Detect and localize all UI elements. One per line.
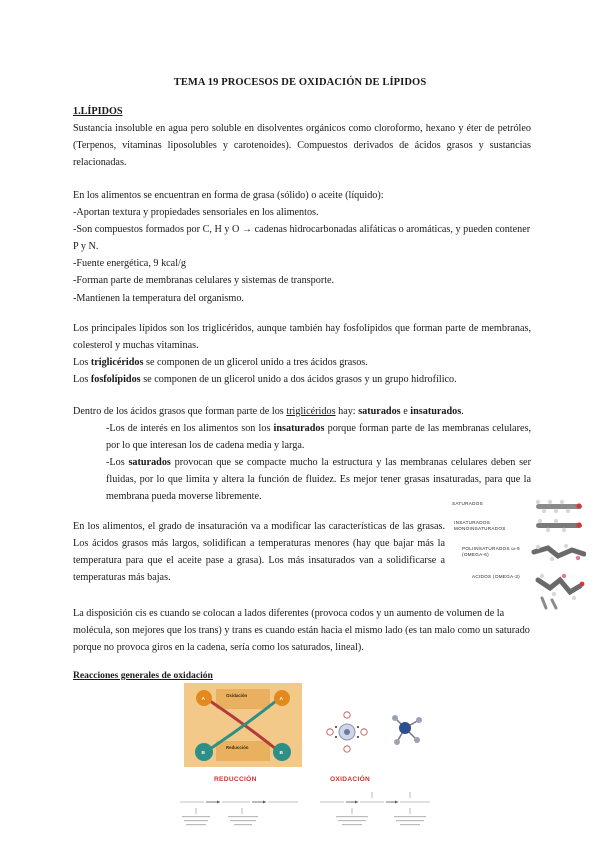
foods-item: -Aportan textura y propiedades sensoriales en los alimentos.	[73, 207, 319, 219]
text-run: se componen de un glicerol unido a tres ácidos grasos.	[143, 357, 368, 369]
phospholipids-term: fosfolípidos	[90, 374, 141, 386]
saturated-chain	[536, 500, 582, 513]
saturated-term: saturados	[358, 406, 401, 417]
monounsaturated-chain	[536, 519, 582, 532]
text-run: -Los de interés en los alimentos son los	[106, 423, 274, 435]
phospholipids-line	[73, 371, 531, 388]
reduction-title: REDUCCIÓN	[214, 776, 257, 783]
omega3-chain	[538, 574, 584, 600]
fatty-acids	[73, 403, 531, 506]
foods-item: -Son compuestos formados por C, H y O → cadenas hidrocarbonadas alifáticas o aromáticas, y pueden contener P y N.	[73, 224, 531, 253]
cis-trans-paragraph	[73, 605, 533, 656]
foods-lead: En los alimentos se encuentran en forma de grasa (sólido) o aceite (líquido):	[73, 190, 384, 201]
atom-b-label: B	[201, 751, 205, 756]
insaturation-text: En los alimentos, el grado de insaturación va a modificar las características de las grasas. Los ácidos grasos más largos, solidifican a temperaturas menores (hay que bajar más la temperatura para que el aceite pase a grasa). Los más insaturados van a solidificarse a temperaturas más bajas.	[73, 521, 445, 584]
atom-a-label: A	[279, 697, 283, 702]
oxidation-scheme-svg	[318, 774, 436, 834]
reduction-box	[216, 741, 270, 761]
label-omega3: ACIDOS (OMEGA-3)	[472, 574, 520, 579]
text-run: se componen de un glicerol unido a dos ácidos grasos y un grupo hidrofílico.	[140, 374, 457, 386]
foods-item: -Fuente energética, 9 kcal/g	[73, 258, 186, 270]
electron-molecule-figure	[322, 707, 372, 757]
reactions-heading-wrap	[73, 667, 531, 684]
insaturation-paragraph	[73, 518, 445, 586]
molecular-model-figure	[387, 710, 427, 750]
chain-tails	[542, 598, 556, 608]
molecular-model-svg	[387, 710, 427, 750]
triglycerides-link: triglicéridos	[286, 406, 336, 417]
text-run: -Los	[106, 457, 129, 469]
text-run: Los	[73, 357, 91, 369]
atom-a-label: A	[201, 697, 205, 702]
redox-diagram	[184, 683, 302, 767]
text-run: Dentro de los ácidos grasos que forman parte de los	[73, 406, 287, 417]
oxidation-scheme	[318, 774, 436, 834]
polyunsaturated-chain	[534, 544, 584, 561]
foods-item: -Forman parte de membranas celulares y sistemas de transporte.	[73, 275, 335, 287]
oxidation-title: OXIDACIÓN	[330, 776, 371, 783]
fatty-lead	[73, 403, 531, 420]
text-run: .	[461, 406, 464, 417]
redox-svg	[184, 683, 302, 767]
oxidation-label: Oxidación	[226, 693, 248, 698]
unsaturated-bullet	[73, 420, 531, 454]
triglycerides-term: triglicéridos	[90, 357, 144, 369]
unsaturated-term: insaturados	[273, 423, 325, 435]
triglycerides-line	[73, 354, 531, 371]
section-lipidos	[73, 103, 531, 171]
page-title: TEMA 19 PROCESOS DE OXIDACIÓN DE LÍPIDOS	[173, 77, 427, 88]
lipid-types	[73, 320, 531, 388]
reactions-heading: Reacciones generales de oxidación	[73, 670, 213, 681]
unsaturated-term: insaturados	[410, 406, 462, 417]
foods-list	[73, 187, 531, 307]
foods-item: -Mantienen la temperatura del organismo.	[73, 292, 244, 304]
label-polyunsaturated: POLIINSATURADOS ω-6 (OMEGA-6)	[462, 546, 520, 557]
text-run: Los	[73, 374, 91, 386]
reduction-scheme-svg	[176, 774, 306, 834]
cis-trans-text: La disposición cis es cuando se colocan a lados diferentes (provoca codos y un aumento de volumen de la molécula, son mejores que los trans) y trans es cuando están hacia el mismo lado (es tan malo como un saturado porque no provoca giros en la cadena, sería como los saturados, lineal).	[73, 608, 530, 654]
lipids-definition: Sustancia insoluble en agua pero soluble en disolventes orgánicos como cloroformo, hexano y éter de petróleo (Terpenos, vitaminas liposolubles y carotenoides). Compuestos derivados de ácidos grasos y sustancias relacionadas.	[73, 123, 531, 169]
fatty-acid-structures-figure	[438, 496, 586, 612]
text-run: provocan que se compacte mucho la estructura y las membranas celulares deben ser fluidas, por lo que limita y altera la función de fluidez. Es mejor tener grasas insaturadas, para que la membrana pueda moverse libremente.	[106, 457, 531, 503]
text-run: e	[400, 406, 411, 417]
reduction-scheme	[176, 774, 306, 834]
atom-b-label: B	[279, 751, 283, 756]
text-run: porque forman parte de las membranas celulares, por lo que interesan los de cadena media y larga.	[106, 423, 531, 452]
saturated-term: saturados	[128, 457, 171, 469]
molecule-chains-svg	[438, 496, 586, 612]
text-run: hay:	[335, 406, 359, 417]
electron-molecule-svg	[322, 707, 372, 757]
oxidation-box	[216, 689, 270, 709]
label-monounsaturated: INSATURADOS MONOINSATURADOS	[454, 520, 506, 531]
lipids-main: Los principales lípidos son los triglicéridos, aunque también hay fosfolípidos que forman parte de membranas, colesterol y muchas vitaminas.	[73, 323, 531, 352]
label-saturated: SATURADOS	[452, 501, 483, 506]
reduction-label: Reducción	[226, 745, 249, 750]
section-heading: 1.LÍPIDOS	[73, 106, 123, 117]
